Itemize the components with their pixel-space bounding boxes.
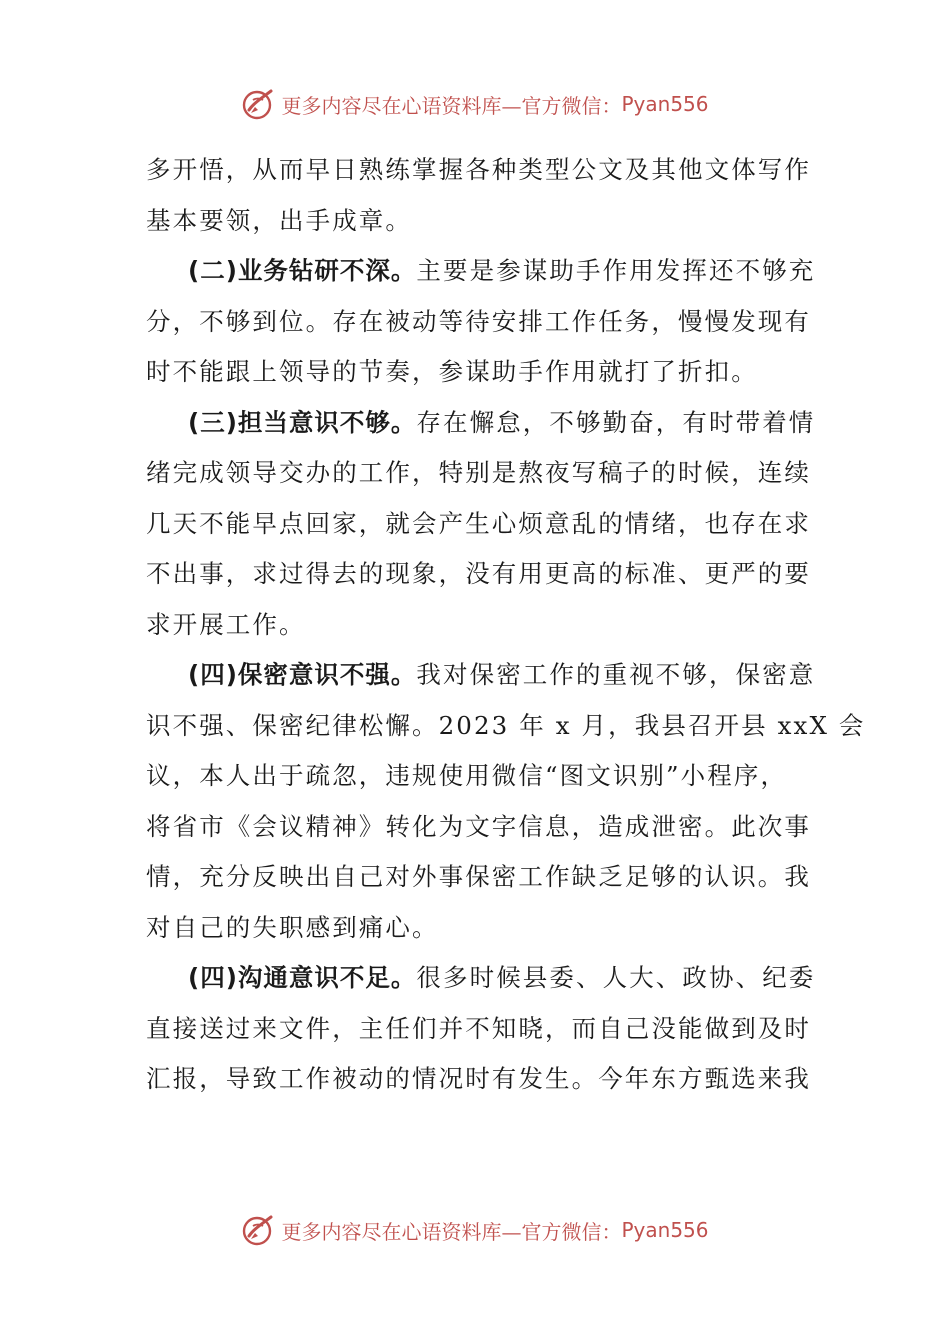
- text-line: 绪完成领导交办的工作，特别是熬夜写稿子的时候，连续: [146, 458, 811, 487]
- banner-text: 更多内容尽在心语资料库—官方微信：: [281, 1219, 622, 1244]
- banner-wechat-id: Pyan556: [621, 1218, 709, 1242]
- paragraph-communication: [146, 953, 816, 1105]
- paragraph-business-study: [146, 246, 816, 398]
- section-heading: (四)沟通意识不足。: [188, 963, 417, 992]
- banner-wechat-id: Pyan556: [621, 92, 709, 116]
- pen-logo-icon: [241, 86, 277, 122]
- footer-banner: [0, 1210, 950, 1250]
- document-body: [146, 145, 866, 1105]
- text-line: 求开展工作。: [146, 609, 306, 639]
- section-heading: (二)业务钻研不深。: [188, 256, 417, 285]
- text-line: 时不能跟上领导的节奏，参谋助手作用就打了折扣。: [146, 357, 758, 386]
- text-line: 多开悟，从而早日熟练掌握各种类型公文及其他文体写作: [146, 155, 811, 184]
- text-line: 汇报，导致工作被动的情况时有发生。今年东方甄选来我: [146, 1064, 811, 1093]
- text-line: 很多时候县委、人大、政协、纪委: [416, 963, 816, 992]
- text-line: 直接送过来文件，主任们并不知晓，而自己没能做到及时: [146, 1013, 811, 1043]
- text-line: 将省市《会议精神》转化为文字信息，造成泄密。此次事: [146, 811, 811, 841]
- text-line: 情，充分反映出自己对外事保密工作缺乏足够的认识。我: [146, 862, 811, 891]
- text-line: 主要是参谋助手作用发挥还不够充: [416, 256, 816, 285]
- text-line: 识不强、保密纪律松懈。2023 年 x 月，我县召开县 xxX 会: [146, 710, 866, 740]
- text-line: 议，本人出于疏忽，违规使用微信“图文识别”小程序，: [146, 761, 788, 790]
- text-line: 我对保密工作的重视不够，保密意: [416, 660, 816, 689]
- paragraph-responsibility: [146, 398, 816, 651]
- text-line: 不出事，求过得去的现象，没有用更高的标准、更严的要: [146, 559, 811, 588]
- section-heading: (四)保密意识不强。: [188, 660, 417, 689]
- header-banner: [0, 84, 950, 124]
- pen-logo-icon: [241, 1212, 277, 1248]
- text-line: 对自己的失职感到痛心。: [146, 912, 439, 942]
- text-line: 分，不够到位。存在被动等待安排工作任务，慢慢发现有: [146, 306, 811, 336]
- text-line: 几天不能早点回家，就会产生心烦意乱的情绪，也存在求: [146, 508, 811, 538]
- text-line: 存在懈怠，不够勤奋，有时带着情: [416, 407, 816, 437]
- paragraph-confidentiality: [146, 650, 866, 953]
- paragraph-intro: [146, 145, 811, 246]
- section-heading: (三)担当意识不够。: [188, 407, 417, 437]
- banner-text: 更多内容尽在心语资料库—官方微信：: [281, 93, 622, 118]
- text-line: 基本要领，出手成章。: [146, 205, 412, 235]
